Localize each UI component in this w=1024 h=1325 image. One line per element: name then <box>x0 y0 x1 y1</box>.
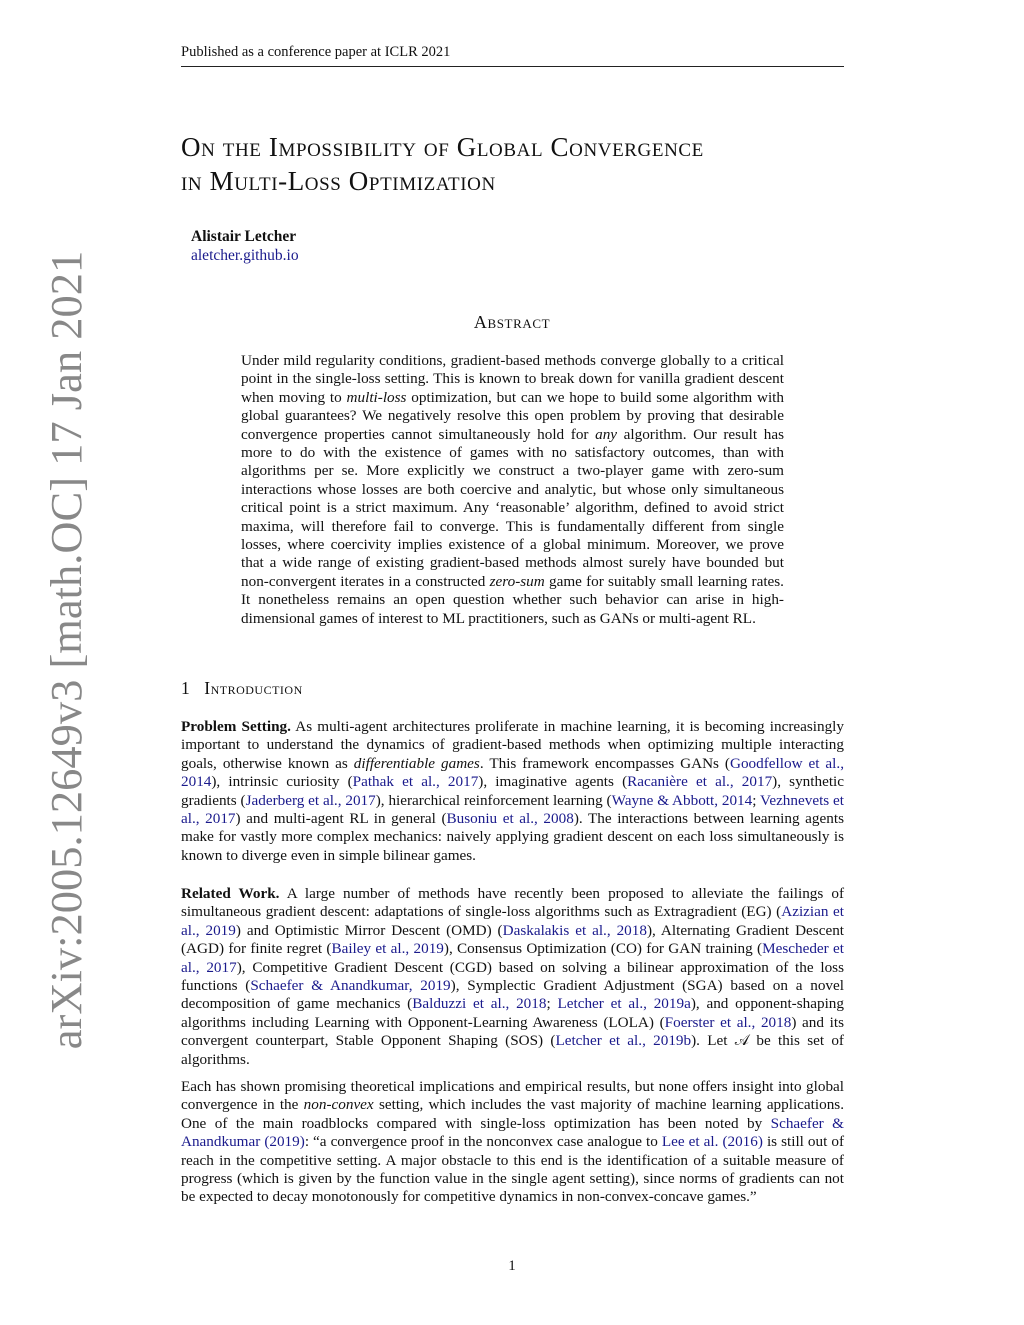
arxiv-identifier: arXiv:2005.12649v3 [math.OC] 17 Jan 2021 <box>41 250 91 1050</box>
citation-link[interactable]: Letcher et al., 2019b <box>555 1032 692 1050</box>
section-heading-introduction <box>181 678 303 699</box>
citation-link[interactable]: Jaderberg et al., 2017 <box>245 791 376 809</box>
citation-link[interactable]: Schaefer & Anandkumar (2019) <box>181 1114 844 1151</box>
citation-link[interactable]: Daskalakis et al., 2018 <box>502 921 647 939</box>
citation-link[interactable]: Pathak et al., 2017 <box>352 773 479 791</box>
citation-link[interactable]: Azizian et al., 2019 <box>181 903 845 939</box>
citation-link[interactable]: Bailey et al., 2019 <box>331 940 444 958</box>
citation-link[interactable]: Balduzzi et al., 2018 <box>412 995 547 1013</box>
section-number: 1 <box>181 678 191 698</box>
citation-link[interactable]: Vezhnevets et al., 2017 <box>181 791 845 828</box>
citation-link[interactable]: Mescheder et al., 2017 <box>181 940 844 976</box>
abstract-text: Under mild regularity conditions, gradient-based methods converge globally to a critical point in the single-loss setting. This is known to break down for vanilla gradient descent when moving to multi-loss optimization, but can we hope to build some algorithm with global guarantees? We negatively resolve this open problem by proving that desirable convergence properties cannot simultaneously hold for any algorithm. Our result has more to do with the existence of games with no satisfactory outcomes, than with algorithms per se. More explicitly we construct a two-player game with zero-sum interactions whose losses are both coercive and analytic, but whose only simultaneous critical point is a strict maximum. Any ‘reasonable’ algorithm, defined to avoid strict maxima, will therefore fail to converge. This is fundamentally different from single losses, where coercivity implies existence of a global minimum. Moreover, we prove that a wide range of existing gradient-based methods almost surely have bounded but non-convergent iterates in a constructed zero-sum game for suitably small learning rates. It nonetheless remains an open question whether such behavior can arise in high-dimensional games of interest to ML practitioners, such as GANs or multi-agent RL. <box>241 352 784 627</box>
title-line-1: On the Impossibility of Global Convergence <box>181 132 704 162</box>
running-header: Published as a conference paper at ICLR 2021 <box>181 44 844 67</box>
citation-link[interactable]: Schaefer & Anandkumar, 2019 <box>250 977 451 995</box>
citation-link[interactable]: Wayne & Abbott, 2014 <box>611 791 753 809</box>
citation-link[interactable]: Goodfellow et al., 2014 <box>181 754 844 791</box>
citation-link[interactable]: Busoniu et al., 2008 <box>446 810 574 828</box>
paper-title <box>181 130 881 198</box>
citation-link[interactable]: Letcher et al., 2019a <box>557 995 691 1013</box>
author-block <box>191 227 299 265</box>
abstract-heading: Abstract <box>473 312 551 332</box>
author-name: Alistair Letcher <box>191 228 297 245</box>
paragraph-lead: Problem Setting. <box>181 718 291 735</box>
citation-link[interactable]: Racanière et al., 2017 <box>627 773 773 791</box>
title-line-2: in Multi-Loss Optimization <box>181 166 496 196</box>
paragraph-problem-setting: Problem Setting. As multi-agent architectures proliferate in machine learning, it is becoming increasingly important to understand the dynamics of gradient-based methods when optimizing multiple interacting goals, otherwise known as differentiable games. This framework encompasses GANs (Goodfellow et al., 2014), intrinsic curiosity (Pathak et al., 2017), imaginative agents (Racanière et al., 2017), synthetic gradients (Jaderberg et al., 2017), hierarchical reinforcement learning (Wayne & Abbott, 2014; Vezhnevets et al., 2017) and multi-agent RL in general (Busoniu et al., 2008). The interactions between learning agents make for vastly more complex mechanics: naively applying gradient descent on each loss simultaneously is known to diverge even in simple bilinear games. <box>181 718 845 864</box>
author-website-link[interactable]: aletcher.github.io <box>191 247 299 264</box>
citation-link[interactable]: Lee et al. (2016) <box>661 1133 763 1151</box>
paragraph-related-work: Related Work. A large number of methods have recently been proposed to alleviate the failings of simultaneous gradient descent: adaptations of single-loss algorithms such as Extragradient (EG) (Azizian et al., 2019) and Optimistic Mirror Descent (OMD) (Daskalakis et al., 2018), Alternating Gradient Descent (AGD) for finite regret (Bailey et al., 2019), Consensus Optimization (CO) for GAN training (Mescheder et al., 2017), Competitive Gradient Descent (CGD) based on solving a bilinear approximation of the loss functions (Schaefer & Anandkumar, 2019), Symplectic Gradient Adjustment (SGA) based on a novel decomposition of game mechanics (Balduzzi et al., 2018; Letcher et al., 2019a), and opponent-shaping algorithms including Learning with Opponent-Learning Awareness (LOLA) (Foerster et al., 2018) and its convergent counterpart, Stable Opponent Shaping (SOS) (Letcher et al., 2019b). Let 𝒜 be this set of algorithms. <box>181 885 845 1068</box>
page-number: 1 <box>508 1258 516 1274</box>
citation-link[interactable]: Foerster et al., 2018 <box>664 1013 792 1031</box>
paragraph-global-convergence: Each has shown promising theoretical implications and empirical results, but none offers insight into global convergence in the non-convex setting, which includes the vast majority of machine learning applications. One of the main roadblocks compared with single-loss optimization has been noted by Schaefer & Anandkumar (2019): “a convergence proof in the nonconvex case analogue to Lee et al. (2016) is still out of reach in the competitive setting. A major obstacle to this end is the identification of a suitable measure of progress (which is given by the function value in the single agent setting), since norms of gradients can not be expected to decay monotonously for competitive dynamics in non-convex-concave games.” <box>181 1078 845 1206</box>
paragraph-lead: Related Work. <box>181 885 280 902</box>
section-title: Introduction <box>204 678 303 698</box>
